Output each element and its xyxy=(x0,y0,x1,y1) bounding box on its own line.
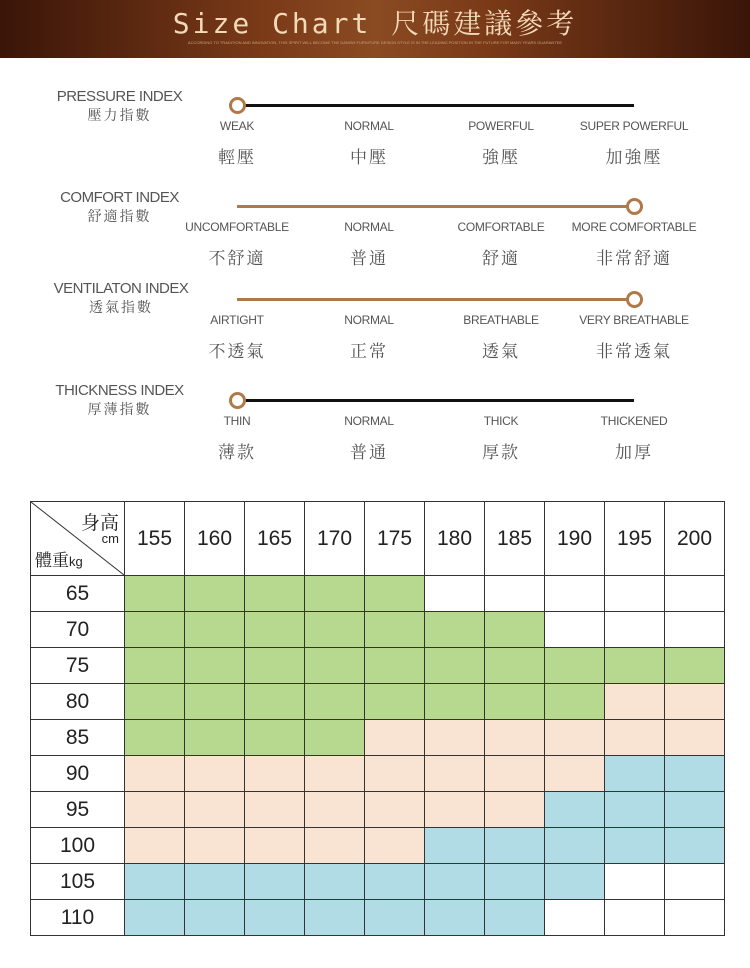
index-level xyxy=(426,220,576,269)
size-cell xyxy=(185,684,245,720)
index-marker-icon xyxy=(626,291,643,308)
size-cell xyxy=(125,864,185,900)
size-cell xyxy=(185,612,245,648)
index-track xyxy=(237,298,634,301)
index-level xyxy=(294,220,444,269)
index-level-zh: 舒適 xyxy=(482,249,520,269)
index-level xyxy=(162,220,312,269)
size-cell xyxy=(305,648,365,684)
index-track xyxy=(237,205,634,208)
index-level-en: NORMAL xyxy=(344,313,394,327)
index-level-en: THIN xyxy=(223,414,251,428)
size-cell xyxy=(605,828,665,864)
index-level-zh: 強壓 xyxy=(482,148,520,168)
index-level-en: COMFORTABLE xyxy=(457,220,545,234)
index-level-zh: 不舒適 xyxy=(208,249,266,269)
size-cell xyxy=(305,792,365,828)
size-cell xyxy=(545,648,605,684)
weight-row-header: 65 xyxy=(31,576,125,612)
index-level-en: UNCOMFORTABLE xyxy=(185,220,289,234)
size-cell xyxy=(545,612,605,648)
size-cell xyxy=(305,828,365,864)
index-title-en: VENTILATON INDEX xyxy=(53,280,189,297)
size-cell xyxy=(305,756,365,792)
size-table xyxy=(30,501,725,936)
size-cell xyxy=(665,612,725,648)
size-cell xyxy=(365,648,425,684)
index-level-zh: 不透氣 xyxy=(208,342,266,362)
size-cell xyxy=(545,756,605,792)
index-level-en: SUPER POWERFUL xyxy=(579,119,689,133)
size-cell xyxy=(365,864,425,900)
size-cell xyxy=(365,720,425,756)
size-cell xyxy=(185,756,245,792)
size-cell xyxy=(125,792,185,828)
height-column-header: 185 xyxy=(485,502,545,576)
size-cell xyxy=(185,900,245,936)
size-cell xyxy=(605,756,665,792)
index-track xyxy=(237,399,634,402)
height-unit: cm xyxy=(101,531,119,546)
size-cell xyxy=(605,612,665,648)
index-level-zh: 加強壓 xyxy=(605,148,663,168)
index-level-zh: 普通 xyxy=(350,249,388,269)
size-cell xyxy=(545,576,605,612)
index-title-zh: 壓力指數 xyxy=(87,108,152,124)
index-level-zh: 正常 xyxy=(350,342,388,362)
table-row xyxy=(31,612,725,648)
weight-row-header: 110 xyxy=(31,900,125,936)
size-cell xyxy=(665,648,725,684)
size-cell xyxy=(605,900,665,936)
size-cell xyxy=(125,684,185,720)
size-cell xyxy=(245,756,305,792)
size-cell xyxy=(305,720,365,756)
size-cell xyxy=(485,648,545,684)
size-cell xyxy=(125,756,185,792)
table-row xyxy=(31,684,725,720)
height-column-header: 155 xyxy=(125,502,185,576)
size-cell xyxy=(365,900,425,936)
index-level xyxy=(294,119,444,168)
index-level-en: AIRTIGHT xyxy=(210,313,264,327)
size-cell xyxy=(485,612,545,648)
size-cell xyxy=(545,720,605,756)
index-level-en: WEAK xyxy=(219,119,255,133)
index-track xyxy=(237,104,634,107)
size-cell xyxy=(125,648,185,684)
index-title-zh: 透氣指數 xyxy=(89,300,153,316)
index-marker-icon xyxy=(626,198,643,215)
size-cell xyxy=(245,720,305,756)
height-column-header: 190 xyxy=(545,502,605,576)
index-level-en: THICKENED xyxy=(600,414,668,428)
index-level xyxy=(426,119,576,168)
size-cell xyxy=(485,576,545,612)
index-level xyxy=(162,313,312,362)
size-cell xyxy=(665,828,725,864)
table-row xyxy=(31,756,725,792)
index-level xyxy=(162,414,312,463)
index-level-zh: 透氣 xyxy=(482,342,520,362)
size-cell xyxy=(665,792,725,828)
index-level-zh: 中壓 xyxy=(350,148,388,168)
size-cell xyxy=(245,828,305,864)
weight-row-header: 80 xyxy=(31,684,125,720)
index-level-en: MORE COMFORTABLE xyxy=(571,220,697,234)
size-cell xyxy=(485,864,545,900)
index-marker-icon xyxy=(229,97,246,114)
weight-unit: kg xyxy=(69,554,83,569)
size-cell xyxy=(305,576,365,612)
size-cell xyxy=(245,648,305,684)
size-cell xyxy=(545,864,605,900)
size-cell xyxy=(605,864,665,900)
size-cell xyxy=(665,684,725,720)
size-cell xyxy=(245,576,305,612)
index-level xyxy=(559,119,709,168)
height-column-header: 175 xyxy=(365,502,425,576)
size-cell xyxy=(425,756,485,792)
index-level-zh: 非常透氣 xyxy=(596,342,672,362)
height-column-header: 160 xyxy=(185,502,245,576)
index-title-en: COMFORT INDEX xyxy=(60,189,179,206)
table-row xyxy=(31,576,725,612)
size-cell xyxy=(665,864,725,900)
size-cell xyxy=(425,720,485,756)
weight-row-header: 75 xyxy=(31,648,125,684)
index-level-en: NORMAL xyxy=(344,220,394,234)
size-cell xyxy=(125,612,185,648)
index-marker-icon xyxy=(229,392,246,409)
size-cell xyxy=(425,900,485,936)
weight-row-header: 85 xyxy=(31,720,125,756)
size-cell xyxy=(485,900,545,936)
size-cell xyxy=(425,792,485,828)
size-cell xyxy=(425,648,485,684)
height-column-header: 200 xyxy=(665,502,725,576)
size-cell xyxy=(545,684,605,720)
size-cell xyxy=(185,828,245,864)
index-level-zh: 非常舒適 xyxy=(596,249,672,269)
size-cell xyxy=(125,900,185,936)
index-level xyxy=(559,414,709,463)
size-cell xyxy=(485,684,545,720)
size-cell xyxy=(245,864,305,900)
weight-label-wrap xyxy=(35,546,83,571)
table-row xyxy=(31,720,725,756)
index-level xyxy=(426,313,576,362)
table-row xyxy=(31,864,725,900)
size-cell xyxy=(305,864,365,900)
size-cell xyxy=(605,792,665,828)
table-header-row xyxy=(31,502,725,576)
size-cell xyxy=(605,648,665,684)
size-cell xyxy=(665,900,725,936)
size-cell xyxy=(125,828,185,864)
index-level xyxy=(294,313,444,362)
size-cell xyxy=(485,828,545,864)
size-cell xyxy=(365,792,425,828)
height-column-header: 170 xyxy=(305,502,365,576)
index-level-zh: 加厚 xyxy=(615,443,653,463)
index-level-en: THICK xyxy=(483,414,519,428)
index-title-en: PRESSURE INDEX xyxy=(56,88,183,105)
index-level xyxy=(559,313,709,362)
size-cell xyxy=(485,792,545,828)
index-title xyxy=(46,280,196,317)
size-cell xyxy=(185,792,245,828)
height-column-header: 180 xyxy=(425,502,485,576)
index-level-en: BREATHABLE xyxy=(463,313,539,327)
index-level-en: VERY BREATHABLE xyxy=(579,313,689,327)
size-cell xyxy=(365,684,425,720)
size-cell xyxy=(245,900,305,936)
height-label: 身高 xyxy=(80,512,119,534)
banner-subtitle: ACCORDING TO TRADITION AND INNOVATION, THIS SPIRIT WILL BECOME THE DANISH FURNITURE DESIGN STYLE IS IN THE LEADING POSITION IN THE FUTURE FOR MANY YEARS GUARANTEE xyxy=(187,40,563,45)
size-cell xyxy=(365,612,425,648)
size-cell xyxy=(245,792,305,828)
size-cell xyxy=(605,684,665,720)
height-column-header: 195 xyxy=(605,502,665,576)
size-cell xyxy=(545,900,605,936)
size-cell xyxy=(605,720,665,756)
index-level-en: NORMAL xyxy=(344,119,394,133)
size-cell xyxy=(125,576,185,612)
size-cell xyxy=(605,576,665,612)
index-title-zh: 舒適指數 xyxy=(87,209,152,225)
weight-label: 體重 xyxy=(35,551,69,571)
size-cell xyxy=(185,720,245,756)
size-cell xyxy=(425,576,485,612)
size-cell xyxy=(665,756,725,792)
size-cell xyxy=(365,828,425,864)
size-cell xyxy=(245,612,305,648)
size-cell xyxy=(425,828,485,864)
size-cell xyxy=(485,756,545,792)
weight-row-header: 100 xyxy=(31,828,125,864)
size-cell xyxy=(125,720,185,756)
size-cell xyxy=(185,576,245,612)
weight-row-header: 90 xyxy=(31,756,125,792)
size-cell xyxy=(425,864,485,900)
index-title-zh: 厚薄指數 xyxy=(87,402,152,418)
index-level xyxy=(162,119,312,168)
index-level-en: NORMAL xyxy=(344,414,394,428)
index-level xyxy=(559,220,709,269)
weight-row-header: 105 xyxy=(31,864,125,900)
size-cell xyxy=(485,720,545,756)
index-level-zh: 輕壓 xyxy=(218,148,256,168)
size-cell xyxy=(365,576,425,612)
size-cell xyxy=(305,684,365,720)
weight-row-header: 95 xyxy=(31,792,125,828)
table-row xyxy=(31,792,725,828)
size-cell xyxy=(665,576,725,612)
size-cell xyxy=(665,720,725,756)
size-cell xyxy=(185,648,245,684)
index-level-zh: 薄款 xyxy=(218,443,256,463)
table-row xyxy=(31,900,725,936)
index-level xyxy=(426,414,576,463)
size-cell xyxy=(425,684,485,720)
size-cell xyxy=(185,864,245,900)
size-cell xyxy=(365,756,425,792)
size-cell xyxy=(545,792,605,828)
weight-row-header: 70 xyxy=(31,612,125,648)
table-row xyxy=(31,828,725,864)
size-chart-banner xyxy=(0,0,750,58)
banner-title: Size Chart 尺碼建議參考 xyxy=(172,7,578,40)
index-level-zh: 普通 xyxy=(350,443,388,463)
size-cell xyxy=(425,612,485,648)
index-title-en: THICKNESS INDEX xyxy=(55,382,184,399)
size-cell xyxy=(305,900,365,936)
index-level xyxy=(294,414,444,463)
index-level-en: POWERFUL xyxy=(468,119,534,133)
size-cell xyxy=(305,612,365,648)
size-cell xyxy=(545,828,605,864)
table-row xyxy=(31,648,725,684)
size-cell xyxy=(245,684,305,720)
index-level-zh: 厚款 xyxy=(482,443,520,463)
table-corner xyxy=(31,502,125,576)
height-column-header: 165 xyxy=(245,502,305,576)
